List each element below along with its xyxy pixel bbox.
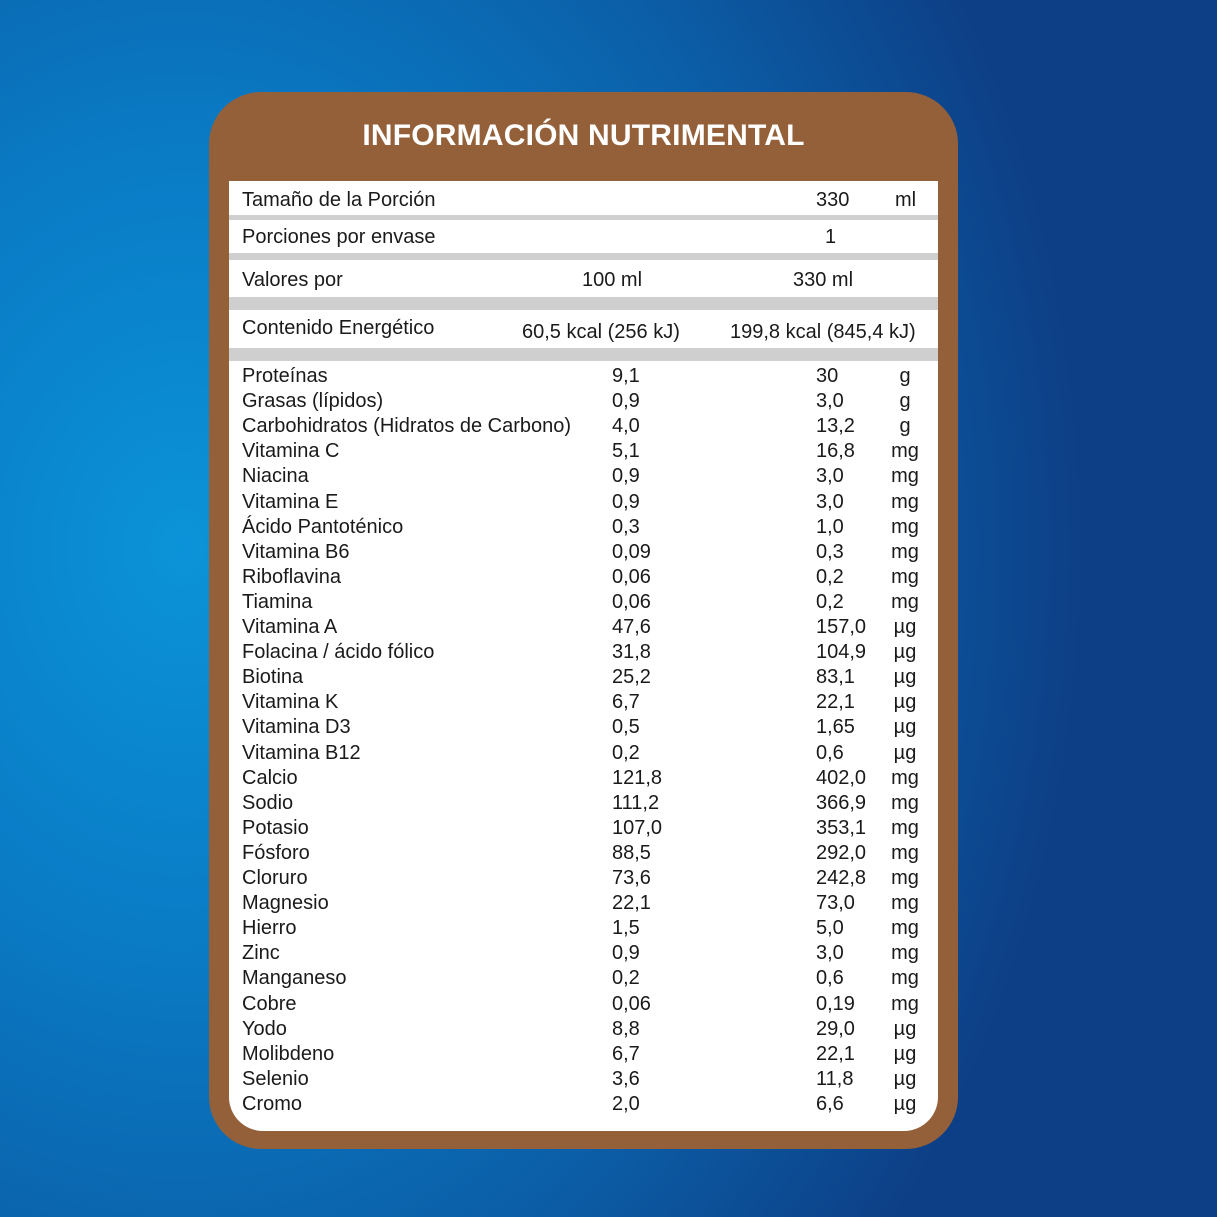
nutrient-unit: mg: [891, 942, 919, 965]
table-row: [229, 591, 938, 616]
nutrient-per-330: 366,9: [816, 791, 867, 814]
nutrient-per-100: 0,06: [612, 565, 651, 588]
nutrient-unit: µg: [893, 1092, 917, 1115]
separator: [229, 253, 938, 260]
nutrient-per-100: 25,2: [612, 666, 651, 689]
serving-size-label: Tamaño de la Porción: [242, 189, 436, 211]
nutrient-unit: mg: [891, 540, 919, 563]
nutrient-name: Vitamina A: [242, 616, 338, 638]
table-row: [229, 641, 938, 666]
nutrient-per-100: 47,6: [612, 616, 651, 638]
nutrient-per-100: 0,9: [612, 390, 640, 413]
nutrient-unit: mg: [891, 917, 919, 940]
nutrient-name: Proteínas: [242, 365, 328, 387]
nutrient-per-100: 9,1: [612, 365, 640, 387]
table-row: [229, 465, 938, 490]
nutrient-name: Potasio: [242, 816, 309, 839]
nutrient-unit: mg: [891, 841, 919, 864]
nutrient-name: Vitamina B12: [242, 741, 361, 764]
nutrient-per-100: 73,6: [612, 867, 651, 889]
nutrient-unit: µg: [893, 666, 917, 689]
table-row: [229, 666, 938, 691]
nutrient-unit: mg: [891, 465, 919, 488]
nutrient-unit: g: [899, 415, 911, 438]
nutrient-per-330: 11,8: [816, 1067, 854, 1090]
nutrient-unit: mg: [891, 515, 919, 538]
nutrient-name: Vitamina B6: [242, 540, 350, 563]
nutrient-per-100: 31,8: [612, 641, 651, 664]
nutrient-name: Sodio: [242, 791, 294, 814]
nutrient-unit: g: [899, 365, 911, 387]
nutrient-per-100: 0,9: [612, 465, 640, 488]
serving-size-value: 330: [816, 189, 850, 211]
nutrient-per-330: 1,0: [816, 515, 844, 538]
separator: [229, 297, 938, 310]
nutrient-per-330: 6,6: [816, 1092, 844, 1115]
nutrient-per-330: 0,6: [816, 967, 844, 990]
nutrient-per-100: 3,6: [612, 1067, 640, 1090]
nutrient-per-100: 6,7: [612, 1042, 640, 1065]
table-row: [229, 616, 938, 641]
nutrient-name: Cloruro: [242, 867, 308, 889]
table-row: [229, 917, 938, 942]
nutrient-unit: µg: [893, 1042, 917, 1065]
nutrient-unit: µg: [893, 641, 917, 664]
nutrient-unit: µg: [893, 691, 917, 714]
nutrient-unit: µg: [893, 616, 917, 638]
nutrient-per-330: 29,0: [816, 1017, 855, 1040]
nutrient-per-330: 73,0: [816, 892, 855, 915]
nutrient-per-330: 3,0: [816, 942, 844, 965]
nutrient-per-330: 0,2: [816, 565, 844, 588]
nutrient-per-100: 0,2: [612, 967, 640, 990]
nutrient-per-100: 0,09: [612, 540, 651, 563]
nutrient-unit: mg: [891, 967, 919, 990]
nutrient-unit: mg: [891, 440, 919, 463]
nutrient-name: Yodo: [242, 1017, 287, 1040]
nutrient-unit: mg: [891, 892, 919, 915]
nutrient-per-100: 0,5: [612, 716, 640, 739]
nutrient-name: Zinc: [242, 942, 280, 965]
label-title: INFORMACIÓN NUTRIMENTAL: [362, 119, 805, 152]
nutrient-per-330: 83,1: [816, 666, 855, 689]
table-row: [229, 942, 938, 967]
nutrient-per-330: 13,2: [816, 415, 855, 438]
nutrient-per-330: 402,0: [816, 766, 867, 789]
table-row: [229, 365, 938, 390]
nutrient-unit: µg: [893, 1067, 917, 1090]
nutrition-table: [229, 181, 938, 1131]
nutrient-per-330: 3,0: [816, 490, 844, 513]
nutrient-per-330: 0,6: [816, 741, 844, 764]
nutrient-per-100: 0,9: [612, 942, 640, 965]
nutrient-per-100: 107,0: [612, 816, 663, 839]
table-row: [229, 892, 938, 917]
nutrient-name: Folacina / ácido fólico: [242, 641, 435, 664]
nutrient-per-330: 22,1: [816, 1042, 855, 1065]
nutrient-name: Ácido Pantoténico: [242, 515, 404, 538]
table-row: [229, 967, 938, 992]
table-row: [229, 767, 938, 792]
nutrient-per-100: 0,2: [612, 741, 640, 764]
nutrient-name: Riboflavina: [242, 565, 341, 588]
nutrient-per-100: 0,06: [612, 590, 651, 613]
serving-size-row: [229, 181, 938, 215]
table-row: [229, 691, 938, 716]
nutrient-name: Grasas (lípidos): [242, 390, 384, 413]
nutrient-unit: mg: [891, 565, 919, 588]
values-label: Valores por: [242, 269, 343, 291]
nutrient-name: Magnesio: [242, 892, 329, 915]
energy-col-100: 60,5 kcal (256 kJ): [522, 321, 680, 343]
nutrient-per-100: 22,1: [612, 892, 651, 915]
nutrient-name: Vitamina E: [242, 490, 339, 513]
table-row: [229, 390, 938, 415]
table-row: [229, 415, 938, 440]
nutrient-unit: mg: [891, 766, 919, 789]
nutrient-per-100: 6,7: [612, 691, 640, 714]
nutrient-unit: µg: [893, 741, 917, 764]
nutrient-per-100: 5,1: [612, 440, 640, 463]
portions-row: [229, 220, 938, 253]
nutrient-name: Carbohidratos (Hidratos de Carbono): [242, 415, 572, 438]
nutrient-unit: mg: [891, 867, 919, 889]
nutrient-name: Manganeso: [242, 967, 347, 990]
energy-col-330: 199,8 kcal (845,4 kJ): [730, 321, 916, 343]
table-row: [229, 742, 938, 767]
nutrient-per-330: 30: [816, 365, 839, 387]
nutrient-unit: mg: [891, 791, 919, 814]
table-row: [229, 566, 938, 591]
nutrient-per-330: 3,0: [816, 465, 844, 488]
table-row: [229, 541, 938, 566]
table-row: [229, 993, 938, 1018]
nutrient-per-100: 0,06: [612, 992, 651, 1015]
nutrient-per-100: 0,9: [612, 490, 640, 513]
table-row: [229, 1093, 938, 1118]
nutrient-name: Molibdeno: [242, 1042, 335, 1065]
serving-size-unit: ml: [895, 189, 917, 211]
table-row: [229, 491, 938, 516]
nutrition-label-card: [209, 92, 958, 1149]
table-row: [229, 1043, 938, 1068]
nutrient-per-100: 0,3: [612, 515, 640, 538]
values-header-row: [229, 260, 938, 297]
portions-label: Porciones por envase: [242, 226, 436, 248]
nutrient-name: Selenio: [242, 1067, 309, 1090]
table-row: [229, 440, 938, 465]
nutrient-per-330: 292,0: [816, 841, 867, 864]
table-row: [229, 1068, 938, 1093]
table-row: [229, 516, 938, 541]
nutrient-per-330: 5,0: [816, 917, 844, 940]
nutrient-per-100: 8,8: [612, 1017, 640, 1040]
energy-label: Contenido Energético: [242, 317, 435, 339]
table-row: [229, 716, 938, 741]
nutrient-name: Tiamina: [242, 590, 313, 613]
nutrient-per-330: 16,8: [816, 440, 855, 463]
nutrient-per-330: 353,1: [816, 816, 867, 839]
nutrient-per-100: 111,2: [612, 791, 660, 814]
nutrient-per-330: 0,3: [816, 540, 844, 563]
nutrient-unit: mg: [891, 590, 919, 613]
nutrient-per-330: 157,0: [816, 616, 867, 638]
nutrient-per-330: 1,65: [816, 716, 855, 739]
nutrient-unit: mg: [891, 816, 919, 839]
table-row: [229, 842, 938, 867]
nutrient-name: Vitamina K: [242, 691, 339, 714]
nutrient-per-330: 0,2: [816, 590, 844, 613]
values-col-100: 100 ml: [582, 269, 643, 291]
nutrient-per-330: 22,1: [816, 691, 855, 714]
nutrient-per-100: 88,5: [612, 841, 651, 864]
nutrient-per-100: 1,5: [612, 917, 640, 940]
nutrient-per-330: 0,19: [816, 992, 855, 1015]
energy-row: [229, 310, 938, 348]
nutrient-per-330: 104,9: [816, 641, 867, 664]
nutrient-name: Niacina: [242, 465, 309, 488]
table-row: [229, 792, 938, 817]
nutrient-name: Vitamina C: [242, 440, 340, 463]
nutrient-name: Fósforo: [242, 841, 310, 864]
portions-value: 1: [825, 226, 837, 248]
table-row: [229, 1018, 938, 1043]
table-row: [229, 817, 938, 842]
nutrient-per-100: 4,0: [612, 415, 640, 438]
nutrient-unit: µg: [893, 716, 917, 739]
nutrient-unit: mg: [891, 490, 919, 513]
values-col-330: 330 ml: [793, 269, 854, 291]
nutrient-unit: µg: [893, 1017, 917, 1040]
table-row: [229, 867, 938, 892]
nutrient-per-330: 3,0: [816, 390, 844, 413]
nutrient-per-100: 2,0: [612, 1092, 640, 1115]
nutrient-name: Cromo: [242, 1092, 303, 1115]
nutrient-name: Calcio: [242, 766, 298, 789]
separator: [229, 348, 938, 361]
nutrient-unit: mg: [891, 992, 919, 1015]
nutrient-name: Vitamina D3: [242, 716, 351, 739]
nutrient-name: Cobre: [242, 992, 297, 1015]
nutrient-per-330: 242,8: [816, 867, 867, 889]
nutrient-per-100: 121,8: [612, 766, 663, 789]
nutrient-name: Hierro: [242, 917, 297, 940]
nutrient-name: Biotina: [242, 666, 304, 689]
nutrient-unit: g: [899, 390, 911, 413]
